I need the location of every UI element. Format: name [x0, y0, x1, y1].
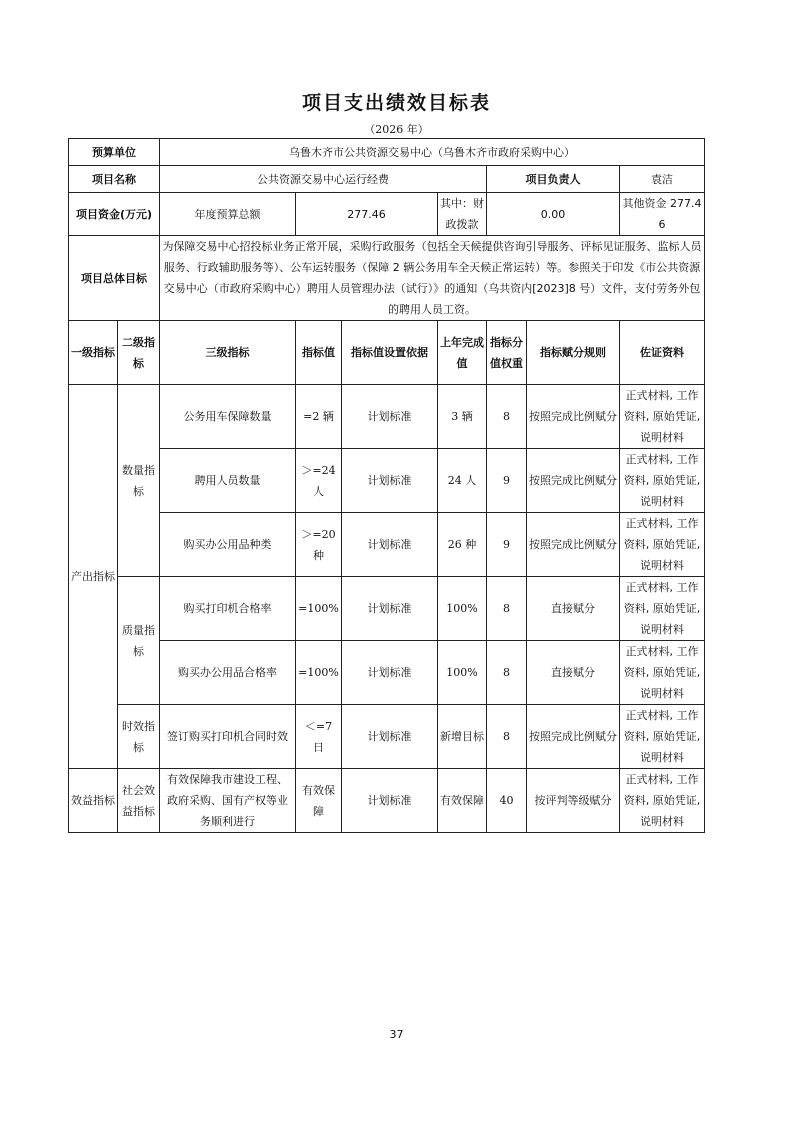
goal-label: 项目总体目标: [69, 236, 160, 321]
level2-timeliness: 时效指标: [118, 705, 160, 769]
unit-label: 预算单位: [69, 139, 160, 166]
row-evidence: 正式材料, 工作资料, 原始凭证, 说明材料: [620, 385, 705, 449]
project-value: 公共资源交易中心运行经费: [160, 166, 487, 193]
col-basis: 指标值设置依据: [342, 321, 438, 385]
row-rule: 按照完成比例赋分: [527, 449, 620, 513]
row-basis: 计划标准: [342, 641, 438, 705]
row-name: 签订购买打印机合同时效: [160, 705, 296, 769]
row-weight: 8: [487, 641, 527, 705]
row-evidence: 正式材料, 工作资料, 原始凭证, 说明材料: [620, 577, 705, 641]
row-value: ＞=24 人: [296, 449, 342, 513]
row-name: 购买办公用品合格率: [160, 641, 296, 705]
col-last: 上年完成值: [438, 321, 487, 385]
row-name: 聘用人员数量: [160, 449, 296, 513]
leader-label: 项目负责人: [487, 166, 620, 193]
row-last: 100%: [438, 641, 487, 705]
leader-value: 袁洁: [620, 166, 705, 193]
year-label: （2026 年）: [364, 123, 429, 136]
row-evidence: 正式材料, 工作资料, 原始凭证, 说明材料: [620, 513, 705, 577]
row-rule: 按照完成比例赋分: [527, 513, 620, 577]
level1-output: 产出指标: [69, 385, 118, 769]
row-last: 26 种: [438, 513, 487, 577]
level2-quality: 质量指标: [118, 577, 160, 705]
fiscal-label: 其中：财政拨款: [438, 193, 487, 236]
goal-text: 为保障交易中心招投标业务正常开展，采购行政服务（包括全天候提供咨询引导服务、评标见证服务、监标人员服务、行政辅助服务等）、公车运转服务（保障 2 辆公务用车全天候正常运转）等。参照关于印发《市公共资源交易中心（市政府采购中心）聘用人员管理办法（试行）》的通知（乌共资内[2023]8 号）文件，支付劳务外包的聘用人员工资。: [160, 236, 705, 321]
table-row: [69, 449, 705, 513]
row-last: 新增目标: [438, 705, 487, 769]
fiscal-value: 0.00: [487, 193, 620, 236]
col-weight: 指标分值权重: [487, 321, 527, 385]
row-rule: 直接赋分: [527, 641, 620, 705]
row-rule: 按评判等级赋分: [527, 769, 620, 833]
row-evidence: 正式材料, 工作资料, 原始凭证, 说明材料: [620, 449, 705, 513]
fund-label: 项目资金(万元): [69, 193, 160, 236]
table-row: [69, 705, 705, 769]
row-weight: 40: [487, 769, 527, 833]
row-name: 公务用车保障数量: [160, 385, 296, 449]
row-rule: 按照完成比例赋分: [527, 705, 620, 769]
other-value: [620, 193, 705, 236]
row-last: 有效保障: [438, 769, 487, 833]
col-value: 指标值: [296, 321, 342, 385]
col-level3: 三级指标: [160, 321, 296, 385]
row-value: ＞=20 种: [296, 513, 342, 577]
annual-value: 277.46: [296, 193, 438, 236]
row-weight: 8: [487, 385, 527, 449]
level1-benefit: 效益指标: [69, 769, 118, 833]
col-level1: 一级指标: [69, 321, 118, 385]
row-basis: 计划标准: [342, 705, 438, 769]
row-basis: 计划标准: [342, 385, 438, 449]
performance-table: [68, 138, 705, 833]
row-name: 购买打印机合格率: [160, 577, 296, 641]
level2-social: 社会效益指标: [118, 769, 160, 833]
row-last: 100%: [438, 577, 487, 641]
row-evidence: 正式材料, 工作资料, 原始凭证, 说明材料: [620, 641, 705, 705]
page-title: 项目支出绩效目标表: [301, 92, 491, 114]
row-basis: 计划标准: [342, 577, 438, 641]
table-row: [69, 577, 705, 641]
row-value: 有效保障: [296, 769, 342, 833]
row-name: 有效保障我市建设工程、政府采购、国有产权等业务顺利进行: [160, 769, 296, 833]
row-value: =100%: [296, 641, 342, 705]
row-basis: 计划标准: [342, 449, 438, 513]
unit-value: 乌鲁木齐市公共资源交易中心（乌鲁木齐市政府采购中心）: [160, 139, 705, 166]
row-weight: 8: [487, 577, 527, 641]
row-evidence: 正式材料, 工作资料, 原始凭证, 说明材料: [620, 769, 705, 833]
row-weight: 9: [487, 449, 527, 513]
table-row: [69, 513, 705, 577]
row-value: =2 辆: [296, 385, 342, 449]
table-row: [69, 641, 705, 705]
row-value: =100%: [296, 577, 342, 641]
row-value: ＜=7 日: [296, 705, 342, 769]
other-label: 其他资金: [622, 197, 667, 210]
annual-label: 年度预算总额: [160, 193, 296, 236]
row-evidence: 正式材料, 工作资料, 原始凭证, 说明材料: [620, 705, 705, 769]
col-level2: 二级指标: [118, 321, 160, 385]
row-weight: 9: [487, 513, 527, 577]
row-name: 购买办公用品种类: [160, 513, 296, 577]
row-last: 24 人: [438, 449, 487, 513]
project-label: 项目名称: [69, 166, 160, 193]
row-weight: 8: [487, 705, 527, 769]
table-row: [69, 769, 705, 833]
page-number: 37: [389, 1028, 404, 1041]
level2-quantity: 数量指标: [118, 385, 160, 577]
row-rule: 按照完成比例赋分: [527, 385, 620, 449]
row-basis: 计划标准: [342, 769, 438, 833]
row-rule: 直接赋分: [527, 577, 620, 641]
table-row: [69, 385, 705, 449]
other-amount: 277.46: [658, 197, 702, 231]
col-rule: 指标赋分规则: [527, 321, 620, 385]
row-basis: 计划标准: [342, 513, 438, 577]
col-evidence: 佐证资料: [620, 321, 705, 385]
row-last: 3 辆: [438, 385, 487, 449]
